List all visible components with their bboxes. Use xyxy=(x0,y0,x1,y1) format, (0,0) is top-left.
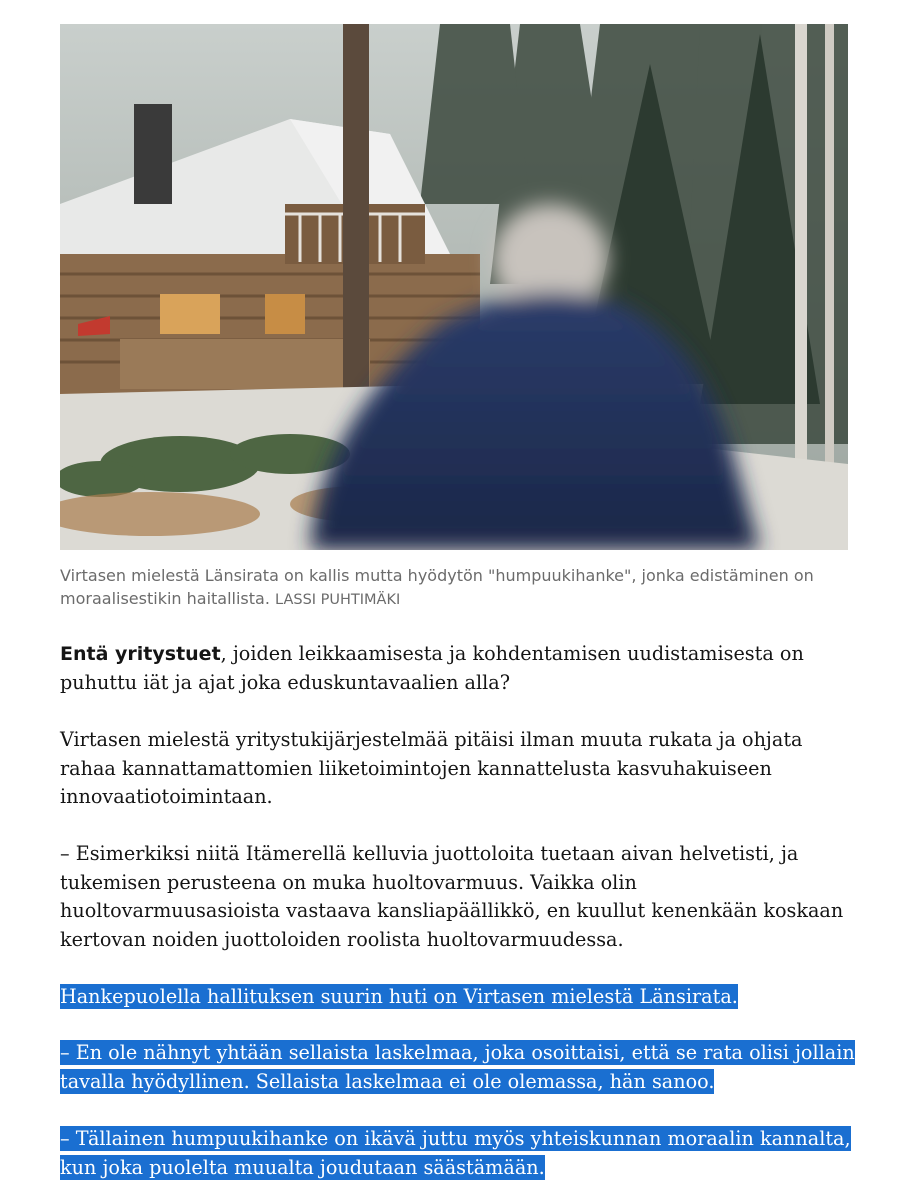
paragraph-1 xyxy=(60,640,860,697)
highlighted-text: – Tällainen humpuukihanke on ikävä juttu myös yhteiskunnan moraalin kannalta, kun joka puolelta muualta joudutaan säästämään. xyxy=(60,1127,851,1179)
paragraph-1-lead: Entä yritystuet xyxy=(60,643,221,665)
paragraph-1-text: , joiden leikkaamisesta ja kohdentamisen uudistamisesta on puhuttu iät ja ajat joka eduskuntavaalien alla? xyxy=(60,642,804,694)
photo-credit: LASSI PUHTIMÄKI xyxy=(275,592,401,608)
paragraph-2: Virtasen mielestä yritystukijärjestelmää pitäisi ilman muuta rukata ja ohjata rahaa kannattamattomien liiketoimintojen kannattelusta kasvuhakuiseen innovaatiotoimintaan. xyxy=(60,728,803,809)
caption-text: Virtasen mielestä Länsirata on kallis mutta hyödytön "humpuukihanke", jonka edistäminen on moraalisestikin haitallista. xyxy=(60,566,814,608)
paragraph-6 xyxy=(60,1125,860,1182)
highlighted-text: Hankepuolella hallituksen suurin huti on Virtasen mielestä Länsirata. xyxy=(60,985,738,1008)
photo-caption xyxy=(60,564,850,612)
photo-illustration xyxy=(60,24,848,550)
article-photo xyxy=(60,24,848,550)
paragraph-5 xyxy=(60,1039,860,1096)
paragraph-3: – Esimerkiksi niitä Itämerellä kelluvia juottoloita tuetaan aivan helvetisti, ja tukemisen perusteena on muka huoltovarmuus. Vaikka olin huoltovarmuusasioista vastaava kansliapäällikkö, en kuullut kenenkään koskaan kertovan noiden juottoloiden roolista huoltovarmuudessa. xyxy=(60,842,844,951)
highlighted-text: – En ole nähnyt yhtään sellaista laskelmaa, joka osoittaisi, että se rata olisi jollain tavalla hyödyllinen. Sellaista laskelmaa ei ole olemassa, hän sanoo. xyxy=(60,1041,855,1093)
paragraph-4 xyxy=(60,983,860,1012)
